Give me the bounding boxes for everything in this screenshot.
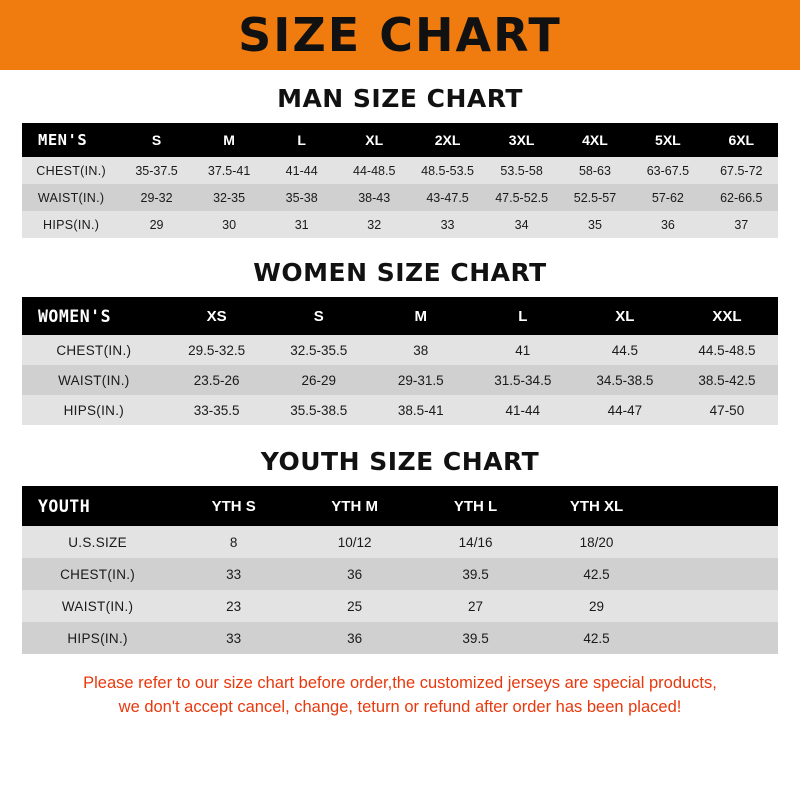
table-cell: 35.5-38.5 [290,402,348,418]
table-cell: 44-47 [607,402,643,418]
table-cell: 25 [347,598,363,614]
table-cell: 57-62 [651,190,684,205]
column-header: 6XL [705,123,778,157]
table-cell: 37 [734,217,749,232]
women-section-title: WOMEN SIZE CHART [253,258,547,287]
footer-line-1: Please refer to our size chart before order,the customized jerseys are special products, [83,674,717,692]
table-cell: 47-50 [709,402,745,418]
column-header: 2XL [411,123,485,157]
table-row [22,211,778,238]
table-cell: 38-43 [358,190,391,205]
table-cell: 39.5 [462,630,489,646]
table-row [22,395,778,425]
table-cell: 62-66.5 [720,190,763,205]
table-cell: 33 [226,630,242,646]
row-label: HIPS(IN.) [67,630,128,646]
man-section-title: MAN SIZE CHART [277,84,523,113]
column-header: L [472,297,574,335]
table-cell: 43-47.5 [426,190,469,205]
footer-line-2: we don't accept cancel, change, teturn or refund after order has been placed! [118,697,682,716]
row-label: CHEST(IN.) [60,566,136,582]
table-cell: 36 [660,217,675,232]
table-cell: 41-44 [285,163,318,178]
footer-disclaimer [22,672,778,720]
table-cell: 44-48.5 [353,163,396,178]
row-label: HIPS(IN.) [43,217,100,232]
table-row [22,590,778,622]
table-cell: 44.5 [611,342,638,358]
column-header: YTH XL [536,486,657,526]
table-cell: 42.5 [583,566,610,582]
column-header: YTH S [173,486,294,526]
table-cell: 29.5-32.5 [188,342,246,358]
page-title: SIZE CHART [238,8,562,62]
table-cell: 26-29 [301,372,336,388]
table-cell [657,622,778,654]
table-cell: 10/12 [337,534,372,550]
table-cell: 32-35 [213,190,246,205]
table-cell: 35-38 [285,190,318,205]
table-header-row [22,486,778,526]
table-header-row [22,123,778,157]
table-cell: 44.5-48.5 [698,342,756,358]
table-cell [657,590,778,622]
table-cell: 58-63 [578,163,611,178]
table-row [22,526,778,558]
table-row [22,365,778,395]
table-cell: 52.5-57 [573,190,617,205]
table-cell: 42.5 [583,630,610,646]
row-label: WAIST(IN.) [58,372,130,388]
column-header: S [120,123,193,157]
row-label: WAIST(IN.) [61,598,134,614]
table-cell: 29-31.5 [397,372,444,388]
table-cell: 33 [226,566,242,582]
youth-section-title: YOUTH SIZE CHART [260,447,540,476]
table-row [22,335,778,365]
table-cell: 36 [347,566,363,582]
column-header: 3XL [485,123,559,157]
table-row [22,622,778,654]
column-header: WOMEN'S [22,297,166,335]
table-row [22,184,778,211]
column-header: M [370,297,472,335]
table-cell: 34 [514,217,529,232]
page-header [0,0,800,70]
row-label: WAIST(IN.) [37,190,105,205]
table-cell: 41-44 [505,402,541,418]
table-cell: 38.5-41 [397,402,444,418]
man-size-table [22,123,778,238]
column-header: XL [338,123,411,157]
row-label: CHEST(IN.) [56,342,132,358]
table-cell: 31.5-34.5 [494,372,552,388]
table-row [22,157,778,184]
table-cell [657,558,778,590]
table-cell: 38 [413,342,429,358]
column-header: M [193,123,266,157]
table-cell: 31 [294,217,309,232]
table-cell: 33 [440,217,455,232]
table-cell: 35-37.5 [135,163,178,178]
column-header: 4XL [559,123,632,157]
column-header [657,486,778,526]
table-cell: 18/20 [579,534,614,550]
table-cell: 47.5-52.5 [495,190,549,205]
table-cell: 33-35.5 [193,402,240,418]
table-cell: 34.5-38.5 [596,372,654,388]
table-row [22,558,778,590]
table-cell: 29 [149,217,164,232]
table-cell: 14/16 [458,534,493,550]
table-cell [657,526,778,558]
table-cell: 63-67.5 [646,163,690,178]
youth-size-table [22,486,778,654]
table-cell: 36 [347,630,363,646]
table-cell: 8 [229,534,238,550]
table-cell: 41 [515,342,531,358]
row-label: CHEST(IN.) [36,163,106,178]
women-size-table [22,297,778,425]
column-header: MEN'S [22,123,120,157]
table-cell: 32.5-35.5 [290,342,348,358]
table-cell: 30 [222,217,237,232]
column-header: YTH L [415,486,536,526]
column-header: 5XL [631,123,704,157]
table-cell: 29 [589,598,605,614]
table-cell: 35 [588,217,602,232]
table-cell: 32 [367,217,382,232]
table-cell: 37.5-41 [207,163,251,178]
table-cell: 23.5-26 [193,372,240,388]
table-cell: 23 [226,598,242,614]
column-header: YOUTH [22,486,173,526]
table-cell: 67.5-72 [720,163,763,178]
column-header: XL [574,297,676,335]
column-header: XS [166,297,268,335]
table-header-row [22,297,778,335]
table-cell: 29-32 [140,190,173,205]
row-label: U.S.SIZE [68,534,127,550]
table-cell: 27 [468,598,484,614]
content-area [0,84,800,720]
row-label: HIPS(IN.) [63,402,125,418]
column-header: XXL [676,297,778,335]
column-header: L [265,123,338,157]
table-cell: 48.5-53.5 [421,163,474,178]
table-cell: 53.5-58 [500,163,543,178]
table-cell: 38.5-42.5 [698,372,756,388]
column-header: YTH M [294,486,415,526]
table-cell: 39.5 [462,566,489,582]
column-header: S [268,297,370,335]
